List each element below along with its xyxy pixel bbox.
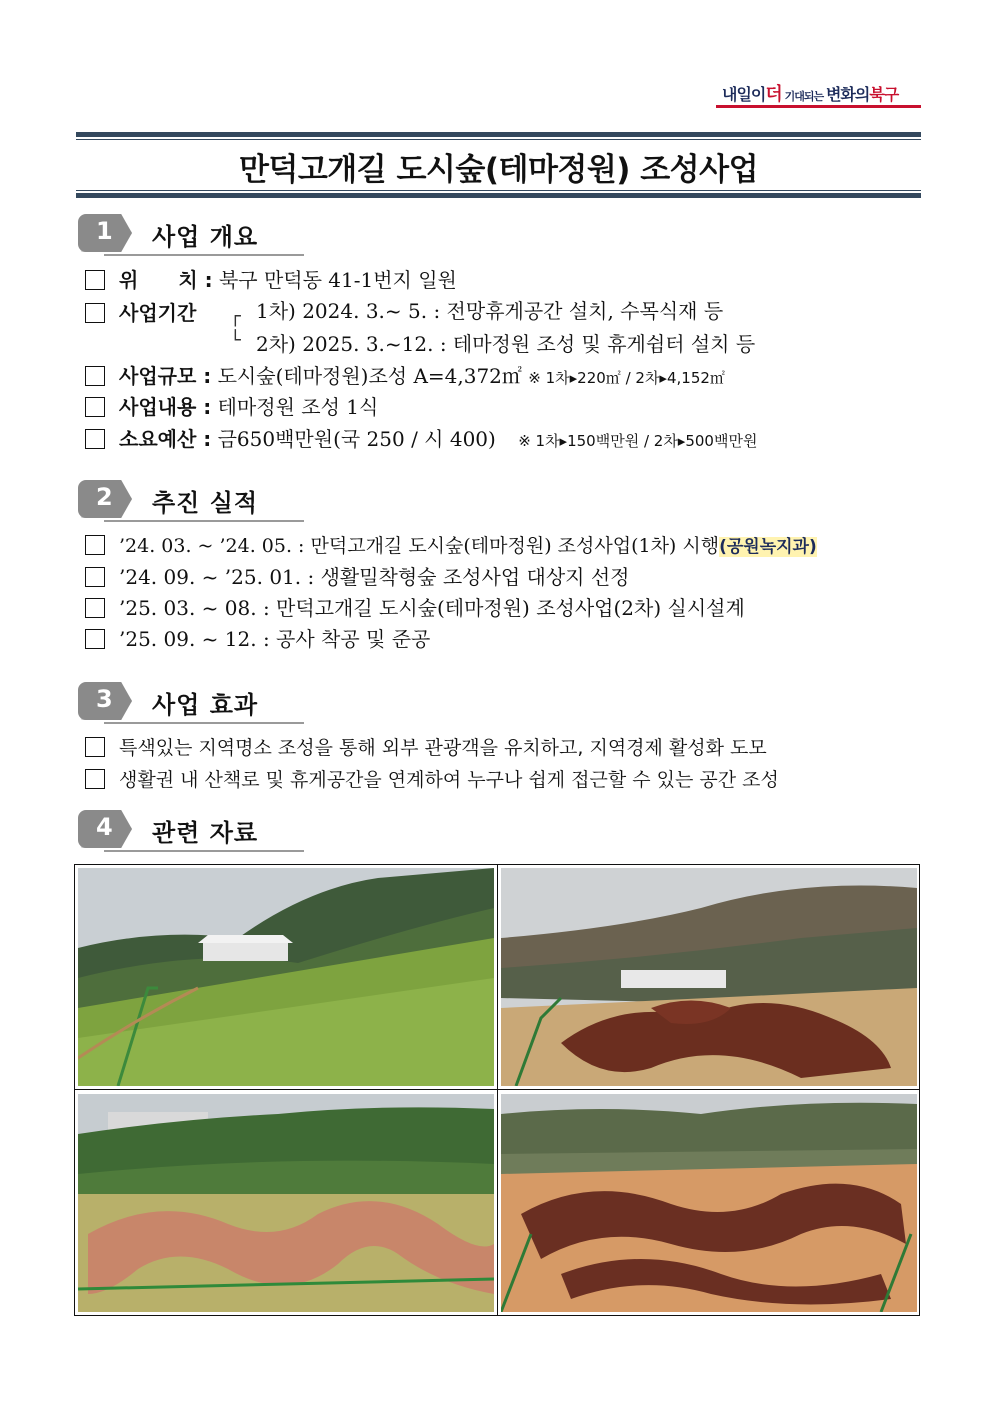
section-number: 1	[96, 217, 113, 245]
period-1	[256, 296, 723, 326]
section-title: 사업 개요	[152, 223, 259, 251]
checkbox-icon	[85, 598, 105, 618]
effect-item	[85, 765, 779, 795]
period-2-text: 2차) 2025. 3.~12. : 테마정원 조성 및 휴게쉼터 설치 등	[256, 332, 756, 356]
progress-item	[85, 593, 745, 623]
slogan-text	[722, 80, 898, 106]
checkbox-icon	[85, 535, 105, 555]
section-header-overview	[76, 212, 306, 256]
scale-note: ※ 1차▸220㎡ / 2차▸4,152㎡	[528, 369, 725, 387]
title-band	[76, 132, 921, 198]
section-underline	[104, 520, 304, 522]
scale-label: 사업규모 :	[119, 364, 212, 388]
section-title: 추진 실적	[152, 489, 259, 517]
effect-item	[85, 733, 767, 763]
progress-item	[85, 624, 430, 654]
section-number: 3	[96, 685, 113, 713]
progress-text: ’24. 03. ~ ’24. 05. : 만덕고개길 도시숲(테마정원) 조성사업(1차) 시행	[119, 535, 720, 557]
progress-item	[85, 562, 629, 592]
grid-divider	[75, 1089, 919, 1090]
photo-winding-path	[78, 1094, 494, 1312]
content-label: 사업내용 :	[119, 395, 212, 419]
checkbox-icon	[85, 270, 105, 290]
title-rule	[76, 190, 921, 191]
progress-item	[85, 531, 817, 561]
checkbox-icon	[85, 303, 105, 323]
effect-text: 생활권 내 산책로 및 휴게공간을 연계하여 누구나 쉽게 접근할 수 있는 공간 조성	[119, 769, 779, 791]
progress-text: ’25. 03. ~ 08. : 만덕고개길 도시숲(테마정원) 조성사업(2차) 실시설계	[119, 596, 745, 620]
slogan-part1: 내일이	[722, 85, 766, 104]
slogan-part3: 기대되는	[781, 90, 826, 103]
slogan-part5: 북구	[869, 85, 899, 104]
overview-location	[85, 265, 457, 295]
checkbox-icon	[85, 366, 105, 386]
budget-value: 금650백만원(국 250 / 시 400)	[217, 427, 496, 451]
slogan-part2: 더	[765, 84, 782, 105]
period-label: 사업기간	[119, 301, 197, 325]
overview-content	[85, 392, 378, 422]
checkbox-icon	[85, 737, 105, 757]
section-header-materials	[76, 808, 306, 852]
scale-value: 도시숲(테마정원)조성 A=4,372㎡	[217, 364, 522, 388]
overview-scale	[85, 361, 725, 391]
checkbox-icon	[85, 567, 105, 587]
progress-highlight: (공원녹지과)	[719, 537, 817, 557]
photo-curved-planters	[501, 1094, 917, 1312]
effect-text: 특색있는 지역명소 조성을 통해 외부 관광객을 유치하고, 지역경제 활성화 도모	[119, 737, 767, 759]
photo-mulch-garden	[501, 868, 917, 1086]
progress-text: ’24. 09. ~ ’25. 01. : 생활밀착형숲 조성사업 대상지 선정	[119, 565, 630, 589]
period-1-text: 1차) 2024. 3.~ 5. : 전망휴게공간 설치, 수목식재 등	[256, 299, 724, 323]
overview-budget	[85, 424, 757, 454]
title-rule	[76, 132, 921, 137]
budget-note: ※ 1차▸150백만원 / 2차▸500백만원	[518, 432, 758, 450]
section-title: 사업 효과	[152, 691, 259, 719]
section-underline	[104, 722, 304, 724]
section-header-progress	[76, 478, 306, 522]
section-underline	[104, 254, 304, 256]
overview-period	[85, 298, 196, 328]
location-value: 북구 만덕동 41-1번지 일원	[218, 268, 457, 292]
slogan-part4: 변화의	[825, 85, 870, 104]
checkbox-icon	[85, 397, 105, 417]
period-2	[256, 329, 755, 359]
page-title: 만덕고개길 도시숲(테마정원) 조성사업	[238, 152, 759, 188]
section-number: 4	[96, 813, 113, 841]
section-number: 2	[96, 483, 113, 511]
content-value: 테마정원 조성 1식	[217, 395, 379, 419]
slogan-logo	[716, 76, 921, 108]
photo-grass-hill	[78, 868, 494, 1086]
bracket-top-icon: ┌	[230, 306, 241, 327]
section-title: 관련 자료	[152, 819, 259, 847]
checkbox-icon	[85, 629, 105, 649]
section-header-effects	[76, 680, 306, 724]
photo-grid	[74, 864, 920, 1316]
title-rule	[76, 193, 921, 198]
grid-divider	[497, 865, 498, 1315]
section-underline	[104, 850, 304, 852]
location-label: 위 치 :	[119, 268, 213, 292]
bracket-bottom-icon: └	[230, 330, 241, 351]
checkbox-icon	[85, 429, 105, 449]
title-rule	[76, 139, 921, 140]
budget-label: 소요예산 :	[119, 427, 212, 451]
checkbox-icon	[85, 769, 105, 789]
progress-text: ’25. 09. ~ 12. : 공사 착공 및 준공	[119, 627, 431, 651]
